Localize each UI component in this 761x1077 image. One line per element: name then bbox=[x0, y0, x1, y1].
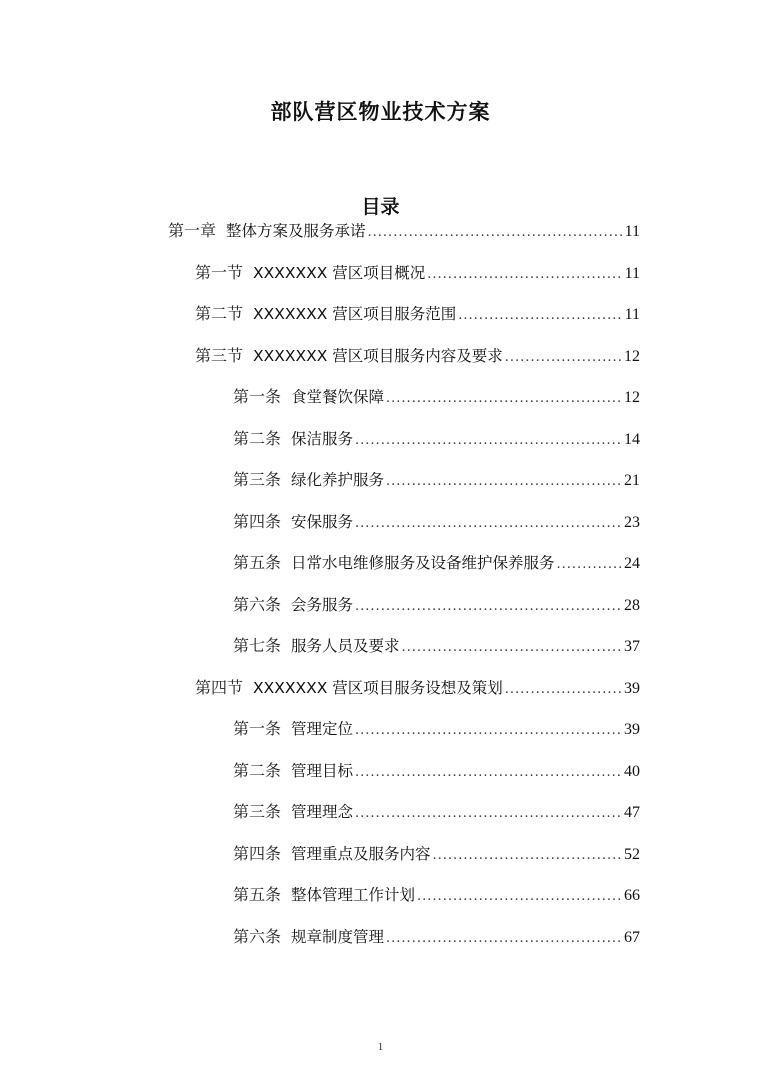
toc-entry-title: XXXXXXX 营区项目概况 bbox=[253, 264, 426, 282]
toc-entry-label: 第一条 bbox=[233, 719, 282, 738]
toc-entry-title: 整体管理工作计划 bbox=[291, 886, 416, 904]
toc-entry-label: 第二条 bbox=[233, 761, 282, 780]
toc-dot-leader bbox=[355, 429, 622, 453]
toc-entry[interactable] bbox=[233, 427, 640, 451]
toc-entry-label: 第四条 bbox=[233, 512, 282, 531]
toc-entry-page: 11 bbox=[624, 306, 640, 323]
toc-entry[interactable] bbox=[233, 385, 640, 409]
toc-entry-label: 第一章 bbox=[168, 221, 217, 240]
toc-entry-page: 39 bbox=[624, 721, 640, 738]
toc-entry-title: XXXXXXX 营区项目服务范围 bbox=[253, 305, 457, 323]
toc-entry-title: XXXXXXX 营区项目服务设想及策划 bbox=[253, 679, 503, 697]
toc-dot-leader bbox=[505, 346, 622, 370]
toc-entry-label: 第三节 bbox=[195, 346, 244, 365]
toc-entry-label: 第六条 bbox=[233, 595, 282, 614]
toc-entry-title: 管理目标 bbox=[291, 762, 354, 780]
toc-entry[interactable] bbox=[233, 800, 640, 824]
toc-entry-title: 管理理念 bbox=[291, 803, 354, 821]
toc-entry[interactable] bbox=[233, 925, 640, 949]
toc-entry[interactable] bbox=[195, 676, 640, 700]
toc-dot-leader bbox=[368, 221, 623, 245]
document-title: 部队营区物业技术方案 bbox=[270, 100, 491, 124]
toc-entry-title: 服务人员及要求 bbox=[291, 637, 400, 655]
toc-entry-title: 规章制度管理 bbox=[291, 928, 385, 946]
toc-dot-leader bbox=[458, 304, 622, 328]
toc-entry[interactable] bbox=[233, 759, 640, 783]
toc-entry-label: 第四条 bbox=[233, 844, 282, 863]
toc-entry-label: 第二条 bbox=[233, 429, 282, 448]
toc-entry-page: 37 bbox=[624, 638, 640, 655]
toc-entry-label: 第五条 bbox=[233, 885, 282, 904]
toc-entry-label: 第六条 bbox=[233, 927, 282, 946]
toc-entry-title: XXXXXXX 营区项目服务内容及要求 bbox=[253, 347, 503, 365]
toc-entry[interactable] bbox=[233, 883, 640, 907]
toc-entry-page: 23 bbox=[624, 514, 640, 531]
toc-entry-title: 安保服务 bbox=[291, 513, 354, 531]
toc-entry[interactable] bbox=[233, 468, 640, 492]
toc-dot-leader bbox=[355, 719, 622, 743]
toc-entry-page: 24 bbox=[624, 555, 640, 572]
toc-entry-label: 第二节 bbox=[195, 304, 244, 323]
toc-entry[interactable] bbox=[168, 219, 640, 243]
toc-entry-label: 第一条 bbox=[233, 387, 282, 406]
toc-entry-label: 第三条 bbox=[233, 802, 282, 821]
toc-entry-label: 第三条 bbox=[233, 470, 282, 489]
toc-dot-leader bbox=[355, 512, 622, 536]
toc-entry-page: 11 bbox=[624, 223, 640, 240]
toc-dot-leader bbox=[355, 761, 622, 785]
toc-entry-title: 保洁服务 bbox=[291, 430, 354, 448]
toc-entry[interactable] bbox=[233, 510, 640, 534]
toc-entry-page: 14 bbox=[624, 431, 640, 448]
toc-entry-title: 会务服务 bbox=[291, 596, 354, 614]
toc-entry-title: 管理定位 bbox=[291, 720, 354, 738]
toc-entry[interactable] bbox=[195, 344, 640, 368]
toc-entry[interactable] bbox=[233, 717, 640, 741]
page-number: 1 bbox=[377, 1041, 384, 1053]
toc-entry-page: 12 bbox=[624, 348, 640, 365]
toc-entry-label: 第七条 bbox=[233, 636, 282, 655]
toc-dot-leader bbox=[417, 885, 622, 909]
toc-entry-page: 11 bbox=[624, 265, 640, 282]
toc-entry-title: 绿化养护服务 bbox=[291, 471, 385, 489]
toc-entry[interactable] bbox=[233, 842, 640, 866]
toc-dot-leader bbox=[386, 470, 622, 494]
toc-dot-leader bbox=[557, 553, 622, 577]
toc-entry-page: 40 bbox=[624, 763, 640, 780]
toc-entry[interactable] bbox=[233, 593, 640, 617]
toc-entry-label: 第一节 bbox=[195, 263, 244, 282]
toc-entry-page: 47 bbox=[624, 804, 640, 821]
toc-dot-leader bbox=[355, 595, 622, 619]
toc-entry-page: 21 bbox=[624, 472, 640, 489]
toc-entry-page: 66 bbox=[624, 887, 640, 904]
toc-entry-label: 第五条 bbox=[233, 553, 282, 572]
toc-dot-leader bbox=[402, 636, 622, 660]
toc-dot-leader bbox=[386, 387, 622, 411]
toc-entry-page: 12 bbox=[624, 389, 640, 406]
toc-entry-page: 67 bbox=[624, 929, 640, 946]
toc-dot-leader bbox=[433, 844, 622, 868]
toc-entry-title: 食堂餐饮保障 bbox=[291, 388, 385, 406]
toc-dot-leader bbox=[355, 802, 622, 826]
toc-entry[interactable] bbox=[233, 551, 640, 575]
toc-entry-page: 39 bbox=[624, 680, 640, 697]
toc-entry-title: 整体方案及服务承诺 bbox=[226, 222, 366, 240]
toc-entry-title: 日常水电维修服务及设备维护保养服务 bbox=[291, 554, 555, 572]
toc-heading: 目录 bbox=[361, 196, 400, 218]
toc-dot-leader bbox=[505, 678, 622, 702]
toc-entry-label: 第四节 bbox=[195, 678, 244, 697]
toc-entry[interactable] bbox=[195, 302, 640, 326]
toc-entry[interactable] bbox=[195, 261, 640, 285]
toc-entry[interactable] bbox=[233, 634, 640, 658]
toc-entry-page: 52 bbox=[624, 846, 640, 863]
toc-entry-page: 28 bbox=[624, 597, 640, 614]
toc-dot-leader bbox=[427, 263, 622, 287]
toc-entry-title: 管理重点及服务内容 bbox=[291, 845, 431, 863]
toc-dot-leader bbox=[386, 927, 622, 951]
